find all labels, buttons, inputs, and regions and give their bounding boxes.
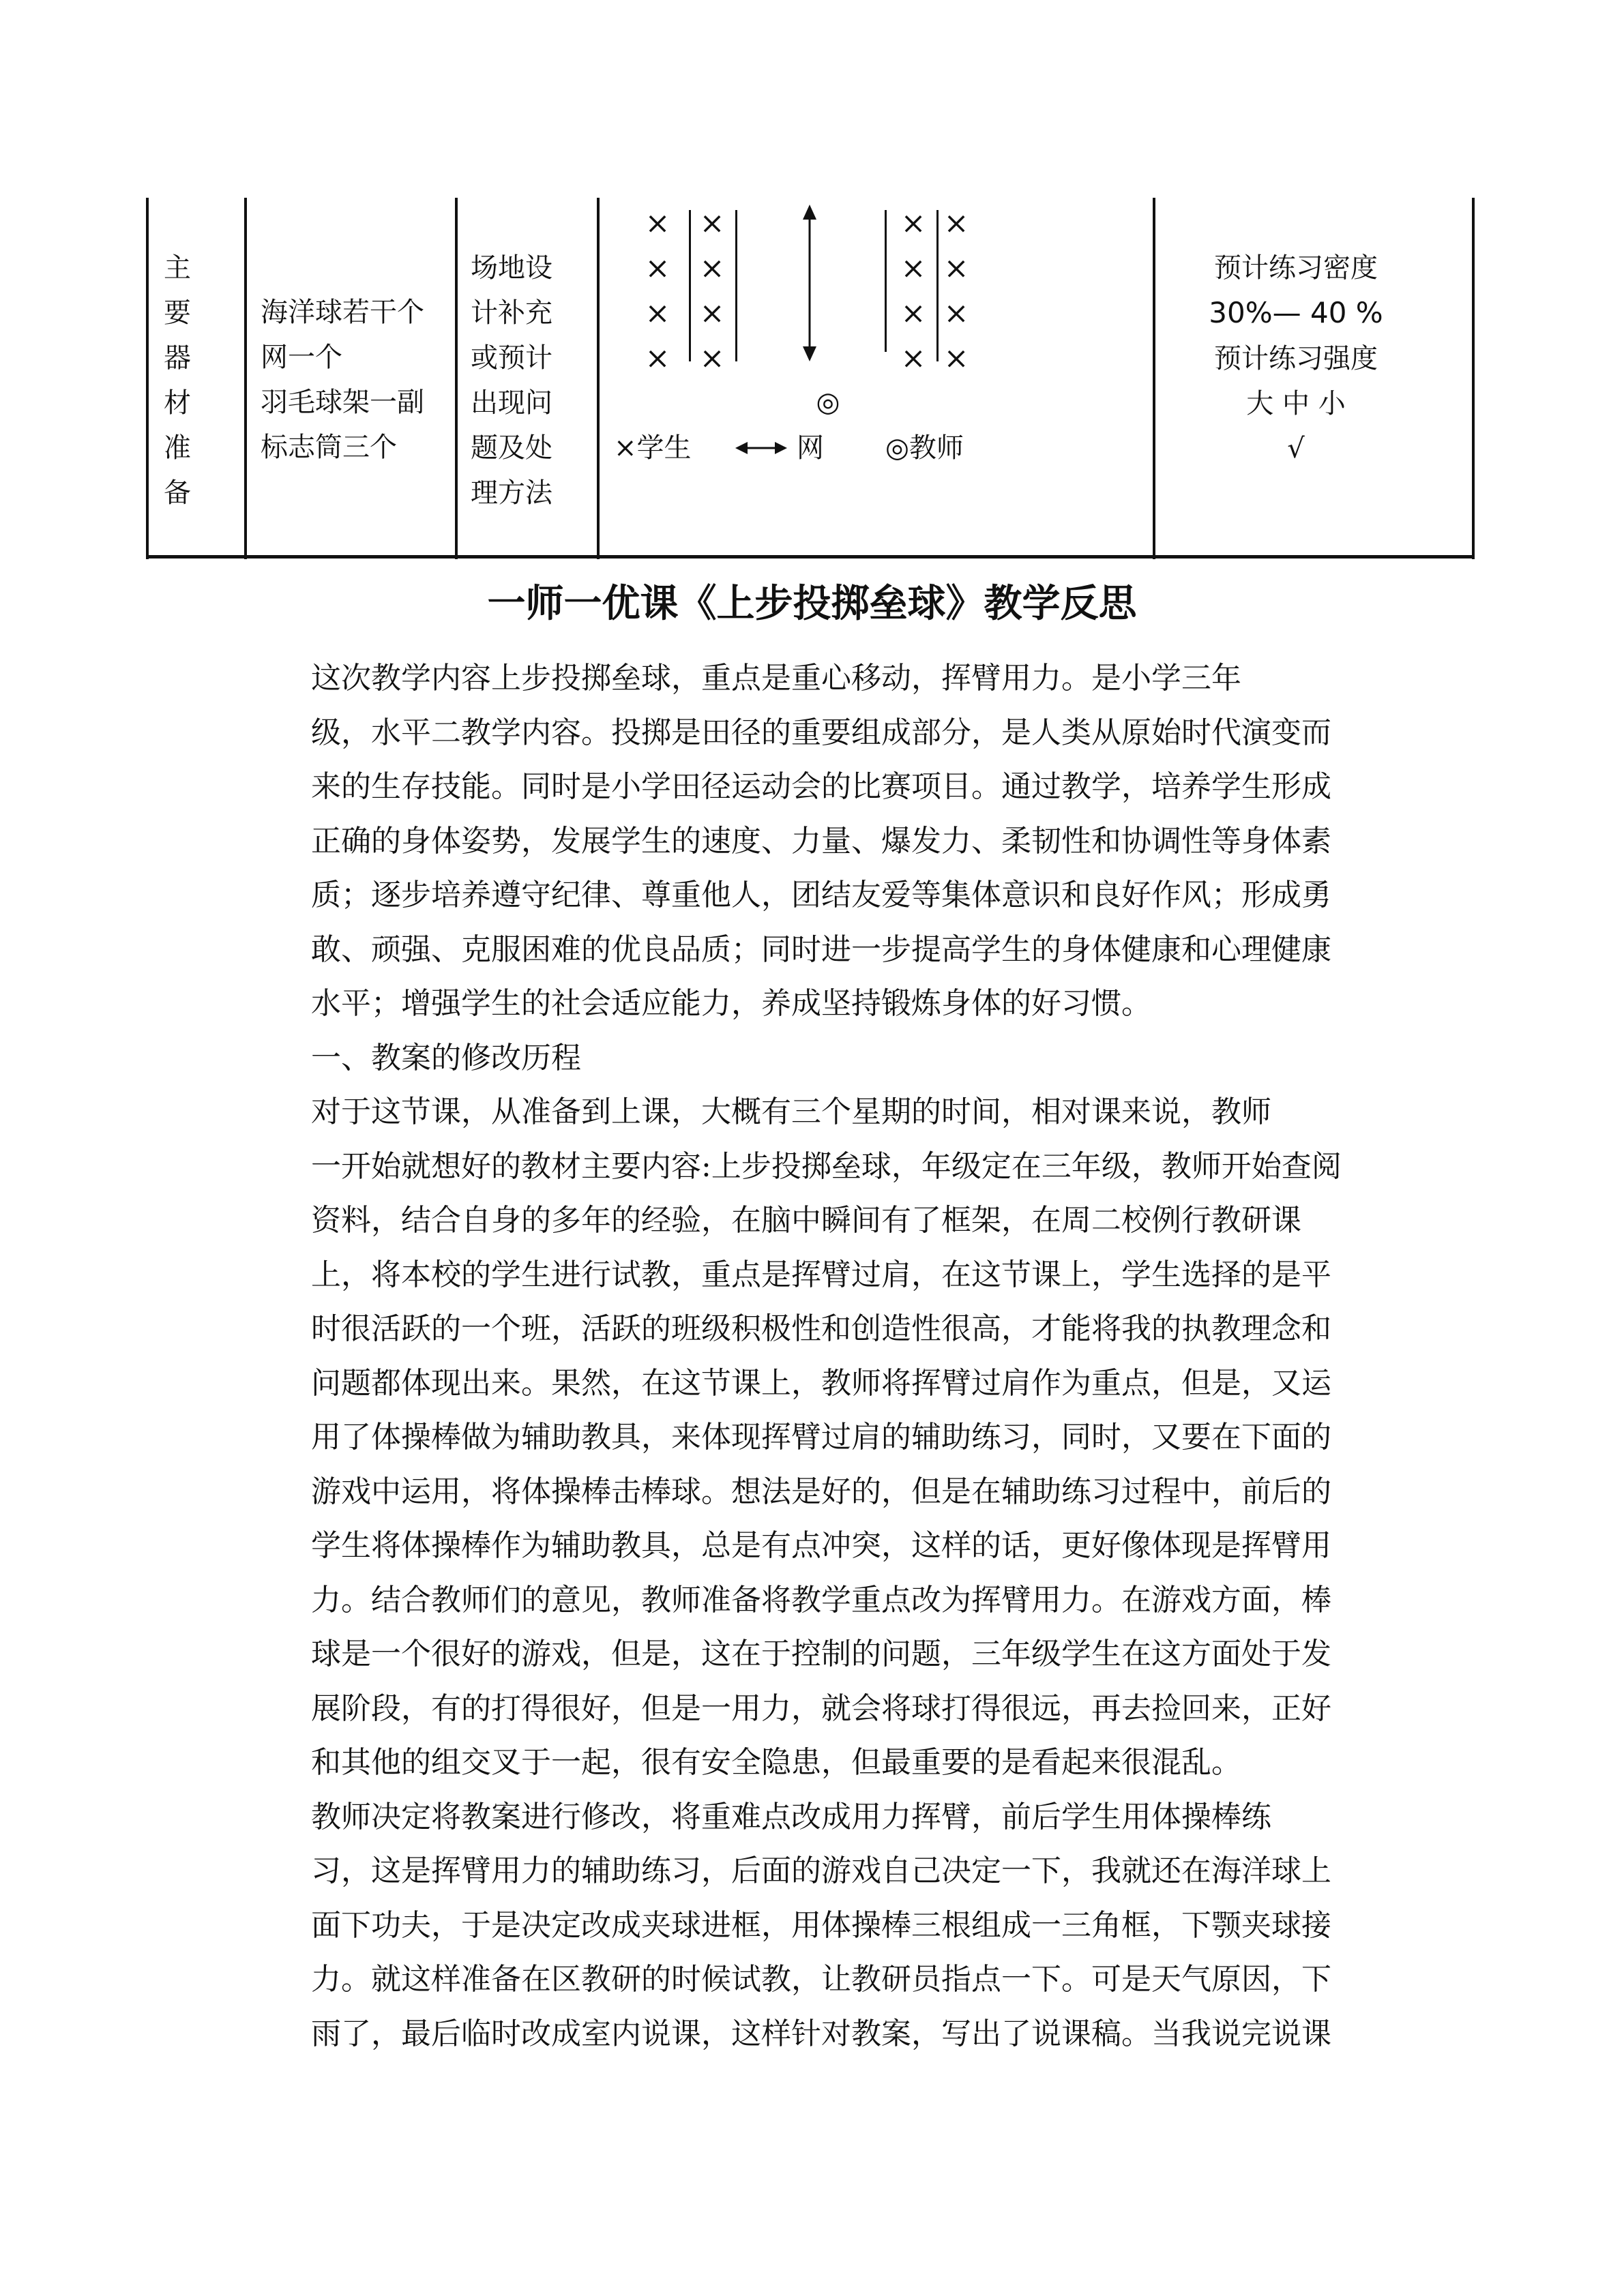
student-mark: × (645, 251, 670, 286)
student-mark: × (900, 251, 926, 286)
intensity-levels: 大 中 小 (1246, 388, 1346, 419)
horizontal-arrow-icon (735, 440, 787, 456)
paragraph-history: 对于这节课，从准备到上课，大概有三个星期的时间，相对课来说，教师 一开始就想好的教材主要内容:上步投掷垒球，年级定在三年级，教师开始查阅 资料，结合自身的多年的经验，在脑中瞬间有了框架，在周二校例行教研课 上，将本校的学生进行试教，重点是挥臂过肩，在这节课上，学生选择的是平 时很活跃的一个班，活跃的班级积极性和创造性很高，才能将我的执教理念和 问题都体现出来。果然，在这节课上，教师将挥臂过肩作为重点，但是，又运 用了体操棒做为辅助教具，来体现挥臂过肩的辅助练习，同时，又要在下面的 游戏中运用，将体操棒击棒球。想法是好的，但是在辅助练习过程中，前后的 学生将体操棒作为辅助教具，总是有点冲突，这样的话，更好像体现是挥臂用 力。结合教师们的意见，教师准备将教学重点改为挥臂用力。在游戏方面，棒 球是一个很好的游戏，但是，这在于控制的问题，三年级学生在这方面处于发 展阶段，有的打得很好，但是一用力，就会将球打得很远，再去捡回来，正好 和其他的组交叉于一起，很有安全隐患，但最重要的是看起来很混乱。 (311, 1094, 1342, 1780)
net-line (885, 210, 887, 352)
student-mark: × (900, 341, 926, 376)
table-border-bottom (146, 555, 1475, 558)
student-mark: × (645, 341, 670, 376)
student-mark: × (943, 206, 969, 241)
table-border-left (146, 198, 149, 559)
teacher-mark: ◎ (816, 387, 840, 418)
paragraph-intro: 这次教学内容上步投掷垒球，重点是重心移动，挥臂用力。是小学三年 级，水平二教学内容。投掷是田径的重要组成部分，是人类从原始时代演变而 来的生存技能。同时是小学田径运动会的比赛项目。通过教学，培养学生形成 正确的身体姿势，发展学生的速度、力量、爆发力、柔韧性和协调性等身体素 质；逐步培养遵守纪律、尊重他人，团结友爱等集体意识和良好作风；形成勇 敢、顽强、克服困难的优良品质；同时进一步提高学生的身体健康和心理健康 水平；增强学生的社会适应能力，养成坚持锻炼身体的好习惯。 (311, 661, 1331, 1021)
table-border (244, 198, 247, 559)
paragraph-revision: 教师决定将教案进行修改，将重难点改成用力挥臂，前后学生用体操棒练 习，这是挥臂用力的辅助练习，后面的游戏自己决定一下，我就还在海洋球上 面下功夫，于是决定改成夹球进框，用体操棒三根组成一三角框，下颚夹球接 力。就这样准备在区教研的时候试教，让教研员指点一下。可是天气原因，下 雨了，最后临时改成室内说课，这样针对教案，写出了说课稿。当我说完说课 (311, 1799, 1331, 2051)
density-value: 30%— 40 % (1209, 296, 1383, 329)
net-line (936, 210, 939, 361)
intensity-label: 预计练习强度 (1214, 343, 1378, 374)
equipment-header: 主要器材准备 (164, 252, 191, 509)
legend-teacher: ◎教师 (885, 432, 964, 464)
practice-estimates (1160, 245, 1432, 471)
student-mark: × (699, 341, 725, 376)
equipment-list (261, 290, 424, 470)
page-title: 一师一优课《上步投掷垒球》教学反思 (487, 582, 1137, 626)
density-label: 预计练习密度 (1214, 252, 1378, 284)
student-mark: × (900, 206, 926, 241)
student-mark: × (699, 296, 725, 331)
table-border (597, 198, 600, 559)
net-line (689, 210, 691, 361)
student-mark: × (699, 251, 725, 286)
body-text (246, 651, 1378, 2061)
intensity-check: √ (1287, 433, 1305, 464)
double-arrow-icon (798, 205, 821, 361)
student-mark: × (943, 341, 969, 376)
equipment-item: 羽毛球架一副 (261, 387, 424, 418)
student-mark: × (943, 251, 969, 286)
student-mark: × (943, 296, 969, 331)
student-mark: × (645, 296, 670, 331)
student-mark: × (645, 206, 670, 241)
equipment-item: 海洋球若干个 (261, 297, 424, 328)
equipment-item: 标志筒三个 (261, 432, 397, 463)
student-mark: × (699, 206, 725, 241)
net-line (735, 210, 737, 361)
equipment-item: 网一个 (261, 342, 342, 373)
student-mark: × (900, 296, 926, 331)
legend-student: ×学生 (614, 432, 692, 464)
table-border-right (1472, 198, 1475, 559)
field-design-header: 场地设 计补充 或预计 出现问 题及处 理方法 (471, 252, 552, 509)
table-border (455, 198, 458, 559)
legend-net: 网 (797, 432, 824, 464)
section-heading: 一、教案的修改历程 (311, 1040, 581, 1075)
table-border (1153, 198, 1155, 559)
